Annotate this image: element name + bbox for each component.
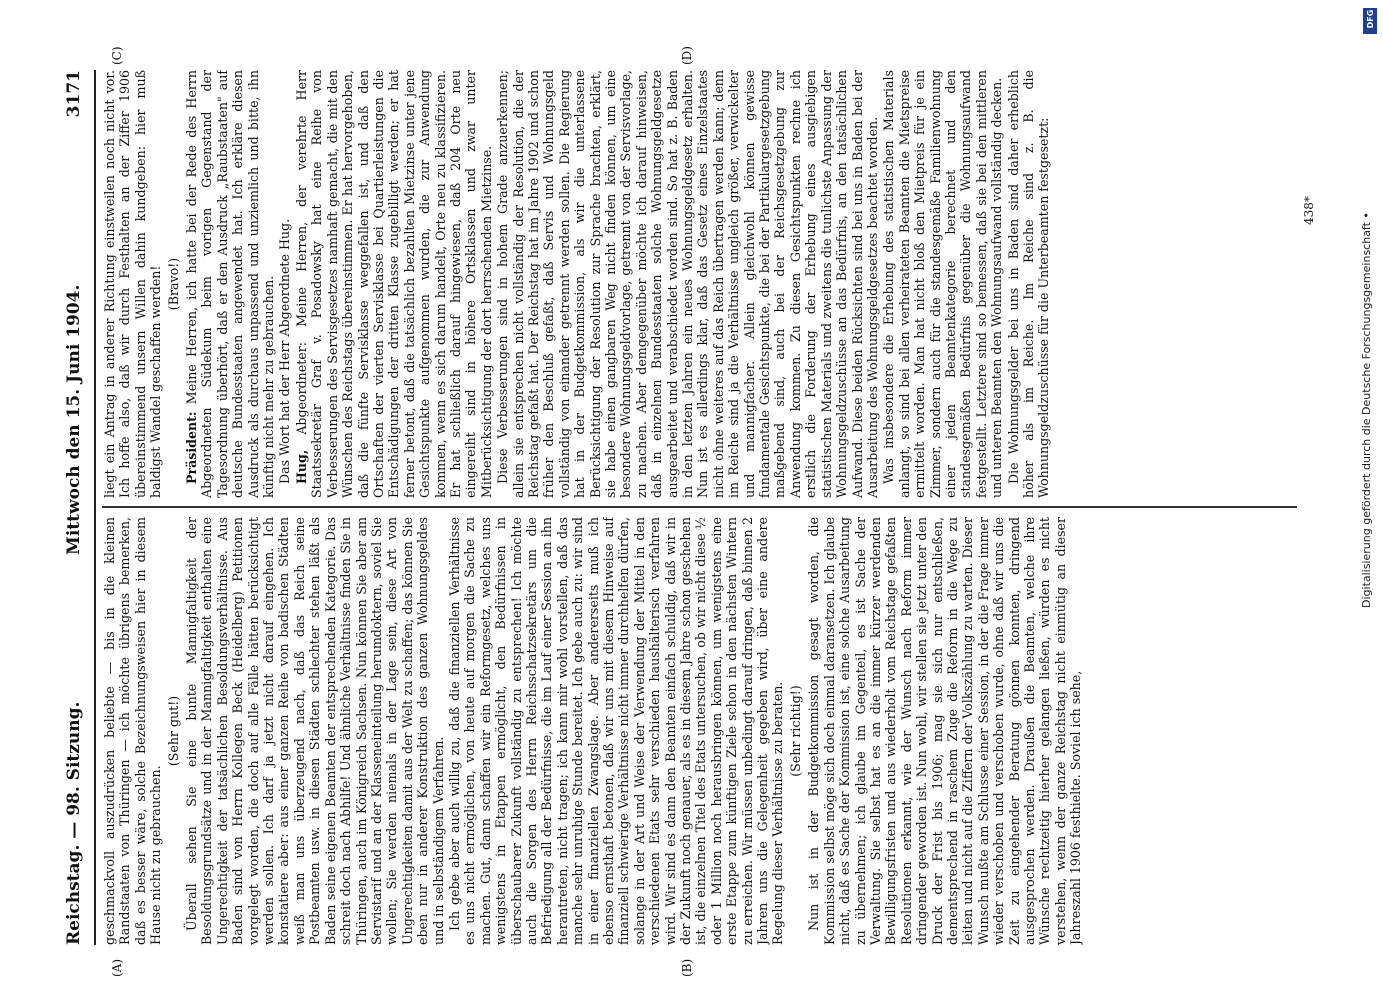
right-paragraph-5: Diese Verbesserungen sind in hohem Grade anzuerkennen; allein sie entsprechen nicht vollständig der Resolution, die der Reichstag gefaßt hat. Der Reichstag hat im Jahre 1902 und schon früher den Beschluß gefaßt, daß Servis und Wohnungsgeld vollständig von einander getrennt werden sollen. Die Regierung hat in der Budgetkommission, als wir die unterlassene Berücksichtigung der Resolution zur Sprache brachten, erklärt, sie habe einen gangbaren Weg nicht finden können, um eine besondere Wohnungsgeldvorlage, getrennt von der Servisvorlage, zu machen. Aber demgegenüber möchte ich darauf hinweisen, daß in einzelnen Bundesstaaten solche Wohnungsgeldgesetze ausgearbeitet und verabschiedet worden sind. So hat z. B. Baden in den letzten Jahren ein neues Wohnungsgeldgesetz erhalten. Nun ist es allerdings klar, daß das Gesetz eines Einzelstaates nicht ohne weiteres auf das Reich übertragen werden kann; denn im Reiche sind ja die Verhältnisse ungleich größer, verwickelter und mannigfacher. Allein gleichwohl können gewisse fundamentale Gesichtspunkte, die bei der Partikulargesetzgebung maßgebend sind, auch bei der Reichsgesetzgebung zur Anwendung kommen. Zu diesen Gesichtspunkten rechne ich erstlich die Forderung der Erhebung eines ausgiebigen statistischen Materials und zweitens die tunlichste Anpassung der Wohnungsgeldzuschüsse an das Bedürfnis, an den tatsächlichen Aufwand. Diese beiden Rücksichten sind bei uns in Baden bei der Ausarbeitung des Wohnungsgeldgesetzes beachtet worden. (495, 70, 880, 498)
margin-marker-c: (C) (110, 46, 124, 65)
right-paragraph-2 (184, 70, 276, 498)
left-paragraph-3: Ich gebe aber auch willig zu, daß die finanziellen Verhältnisse es uns nicht ermöglichen, von heute auf morgen die Sache zu machen. Gut, dann schaffen wir ein Reformgesetz, welches uns wenigstens in Etappen ermöglicht, den Bedürfnissen in überschaubarer Zukunft vollständig zu entsprechen! Ich möchte auch die Sorgen des Herrn Reichsschatzsekretärs um die Befriedigung all der Bedürfnisse, die im Lauf einer Session an ihn herantreten, nicht tragen; ich kann mir wohl vorstellen, daß das manche sehr unruhige Stunde bereitet. Ich gebe auch zu: wir sind in einer finanziellen Zwangslage. Aber andererseits muß ich ebenso ernsthaft betonen, daß wir uns mit diesem Hinweise auf finanziell schwierige Verhältnisse nicht immer durchhelfen dürfen, solange in der Art und Weise der Verwendung der Mittel in den verschiedenen Etats sehr verschieden haushälterisch verfahren wird. Wir sind es dann den Beamten einfach schuldig, daß wir in der Zukunft noch genauer, als es in diesem Jahre schon geschehen ist, die einzelnen Titel des Etats untersuchen, ob wir nicht diese ½ oder 1 Million noch herausbringen können, um wenigstens eine erste Etappe zum künftigen Ziele schon in den nächsten Wintern zu erreichen. Wir müssen unbedingt darauf dringen, daß binnen 2 Jahren uns die Gelegenheit gegeben wird, über eine andere Regelung dieser Verhältnisse zu beraten. (446, 517, 786, 945)
margin-marker-a: (A) (110, 958, 124, 977)
right-paragraph-6: Was insbesondere die Erhebung des statistischen Materials anlangt, so sind bei allen verheirateten Beamten die Mietspreise ermittelt worden. Man hat nicht bloß den Mietpreis für je ein Zimmer, sondern auch für die standesgemäße Familienwohnung einer jeden Beamtenkategorie berechnet und den standesgemäßen Bedürfnis gegenüber die Wohnungsaufwand festgestellt. Letztere sind so bemessen, daß sie bei den mittleren und unteren Beamten den Wohnungsaufwand vollständig decken. (881, 70, 1005, 498)
right-paragraph-3: Das Wort hat der Herr Abgeordnete Hug. (277, 218, 293, 484)
speaker-president: Präsident: (184, 411, 200, 484)
header-rule (94, 70, 96, 945)
right-paragraph-1: liegt ein Antrag in anderer Richtung einstweilen noch nicht vor. Ich hoffe also, daß wir durch Festhalten an der Ziffer 1906 übereinstimmend unsern Willen dahin kundgeben: hier muß baldigst Wandel geschaffen werden! (102, 70, 164, 498)
signature-mark: 438* (1302, 196, 1316, 225)
dfg-logo-text: DFG (1366, 9, 1375, 29)
digitization-credit (1356, 8, 1374, 988)
president-remark: Meine Herren, ich hatte bei der Rede des Herrn Abgeordneten Südekum beim vorigen Gegenstand der Tagesordnung überhört, daß er den Ausdruck „Raubstaaten" auf deutsche Bundesstaaten angewendet hat. Ich erkläre diesen Ausdruck als durchaus unpassend und unziemlich und bitte, ihn künftig nicht mehr zu gebrauchen. (184, 70, 277, 498)
column-divider (102, 507, 1297, 509)
right-interjection-1: (Bravo!) (165, 257, 181, 311)
left-paragraph-4: Nun ist in der Budgetkommission gesagt worden, die Kommission selbst möge sich doch einmal daransetzen. Ich glaube nicht, daß es Sache der Kommission ist, eine solche Ausarbeitung zu übernehmen; ich glaube im Gegenteil, es ist Sache der Verwaltung. Sie selbst hat es an die immer kürzer werdenden Bewilligungsfristen und aus wiederholt vom Reichstage gefaßten Resolutionen erkannt, wie der Wunsch nach Reform immer dringender geworden ist. Nun wohl, wir stellen sie jetzt unter den Druck der Frist bis 1906; mag sie sich nur entschließen, dementsprechend in raschem Zuge die Reform in die Wege zu leiten und nicht auf die Ziffern der Volkszählung zu warten. Dieser Wunsch mußte am Schlusse einer Session, in der die Frage immer wieder verschoben und verschoben wurde, ohne daß wir uns die Zeit zu eingehender Beratung gönnen konnten, dringend ausgesprochen werden. Draußen die Beamten, welche ihre Wünsche rechtzeitig hierher gelangen ließen, würden es nicht verstehen, wenn der ganze Reichstag nicht einmütig an dieser Jahreszahl 1906 festhielte. Soviel ich sehe, (806, 517, 1084, 945)
header-left: Reichstag. — 98. Sitzung. (64, 701, 84, 945)
margin-marker-d: (D) (680, 46, 694, 65)
margin-marker-b: (B) (680, 958, 694, 977)
right-paragraph-7: Die Wohnungsgelder bei uns in Baden sind daher erheblich höher als im Reiche. Im Reiche sind z. B. die Wohnungsgeldzuschüsse für die Unterbeamten festgesetzt: (1005, 70, 1052, 498)
left-column (102, 517, 1302, 945)
left-paragraph-2: Überall sehen Sie eine bunte Mannigfaltigkeit der Besoldungsgrundsätze und in der Mannigfaltigkeit enthalten eine Ungerechtigkeit der tatsächlichen Besoldungsverhältnisse. Aus Baden sind von Herrn Kollegen Beck (Heidelberg) Petitionen vorgelegt worden, die doch auf alle Fälle hätten berücksichtigt werden sollen. Ich darf ja jetzt nicht darauf eingehen. Ich konstatiere aber: aus einer ganzen Reihe von badischen Städten weiß man uns überzeugend nach, daß das Reich seine Postbeamten usw. in diesen Städten schlechter stehen läßt als Baden seine eigenen Beamten der entsprechenden Kategorie. Das schreit doch nach Abhilfe! Und ähnliche Verhältnisse finden Sie in Thüringen, auch im Königreich Sachsen. Nun können Sie aber am Servistarif und an der Klasseneinteilung herumdoktern, soviel Sie wollen; Sie werden niemals in der Lage sein, diese Art von Ungerechtigkeiten damit aus der Welt zu schaffen; das können Sie eben nur in anderer Konstruktion des ganzen Wohnungsgeldes und in selbständigem Verfahren. (184, 517, 446, 945)
speaker-hug: Hug, (293, 449, 309, 484)
dfg-logo (1363, 8, 1377, 34)
page-number: 3171 (64, 70, 84, 118)
right-paragraph-4 (294, 70, 494, 498)
header-date: Mittwoch den 15. Juni 1904. (64, 284, 84, 555)
hug-speech-opening: Abgeordneter: Meine Herren, der verehrte Herr Staatssekretär Graf v. Posadowsky hat eine Reihe von Verbesserungen des Servisgesetzes namhaft gemacht, die mit den Wünschen des Reichstags übereinstimmen. Er hat hervorgehoben, daß die fünfte Servisklasse weggefallen ist, und daß den Ortschaften der vierten Servisklasse bei Quartierleistungen die Entschädigungen der dritten Klasse zugebilligt werden; er hat ferner betont, daß die tatsächlich bezahlten Mietzinse unter jene Gesichtspunkte aufgenommen wurden, die zur Anwendung kommen, wenn es sich darum handelt, Orte neu zu klassifizieren. Er hat schließlich darauf hingewiesen, daß 204 Orte neu eingereiht sind in höhere Ortsklassen und zwar unter Mitberücksichtigung der dort herrschenden Mietzinse. (293, 70, 494, 498)
right-column (102, 70, 1302, 498)
left-interjection-1: (Sehr gut!) (165, 695, 181, 767)
credit-text: Digitalisierung gefördert durch die Deutsche Forschungsgemeinschaft • (1360, 212, 1373, 608)
left-paragraph-1: geschmackvoll auszudrücken beliebte — bis in die kleinen Randstaaten von Thüringen — ich möchte übrigens bemerken, daß es besser wäre, solche Bezeichnungsweisen hier in diesem Hause nicht zu gebrauchen. (102, 517, 164, 945)
page-inner (40, 46, 1320, 977)
left-interjection-2: (Sehr richtig!) (787, 685, 803, 777)
page-header (58, 70, 92, 945)
